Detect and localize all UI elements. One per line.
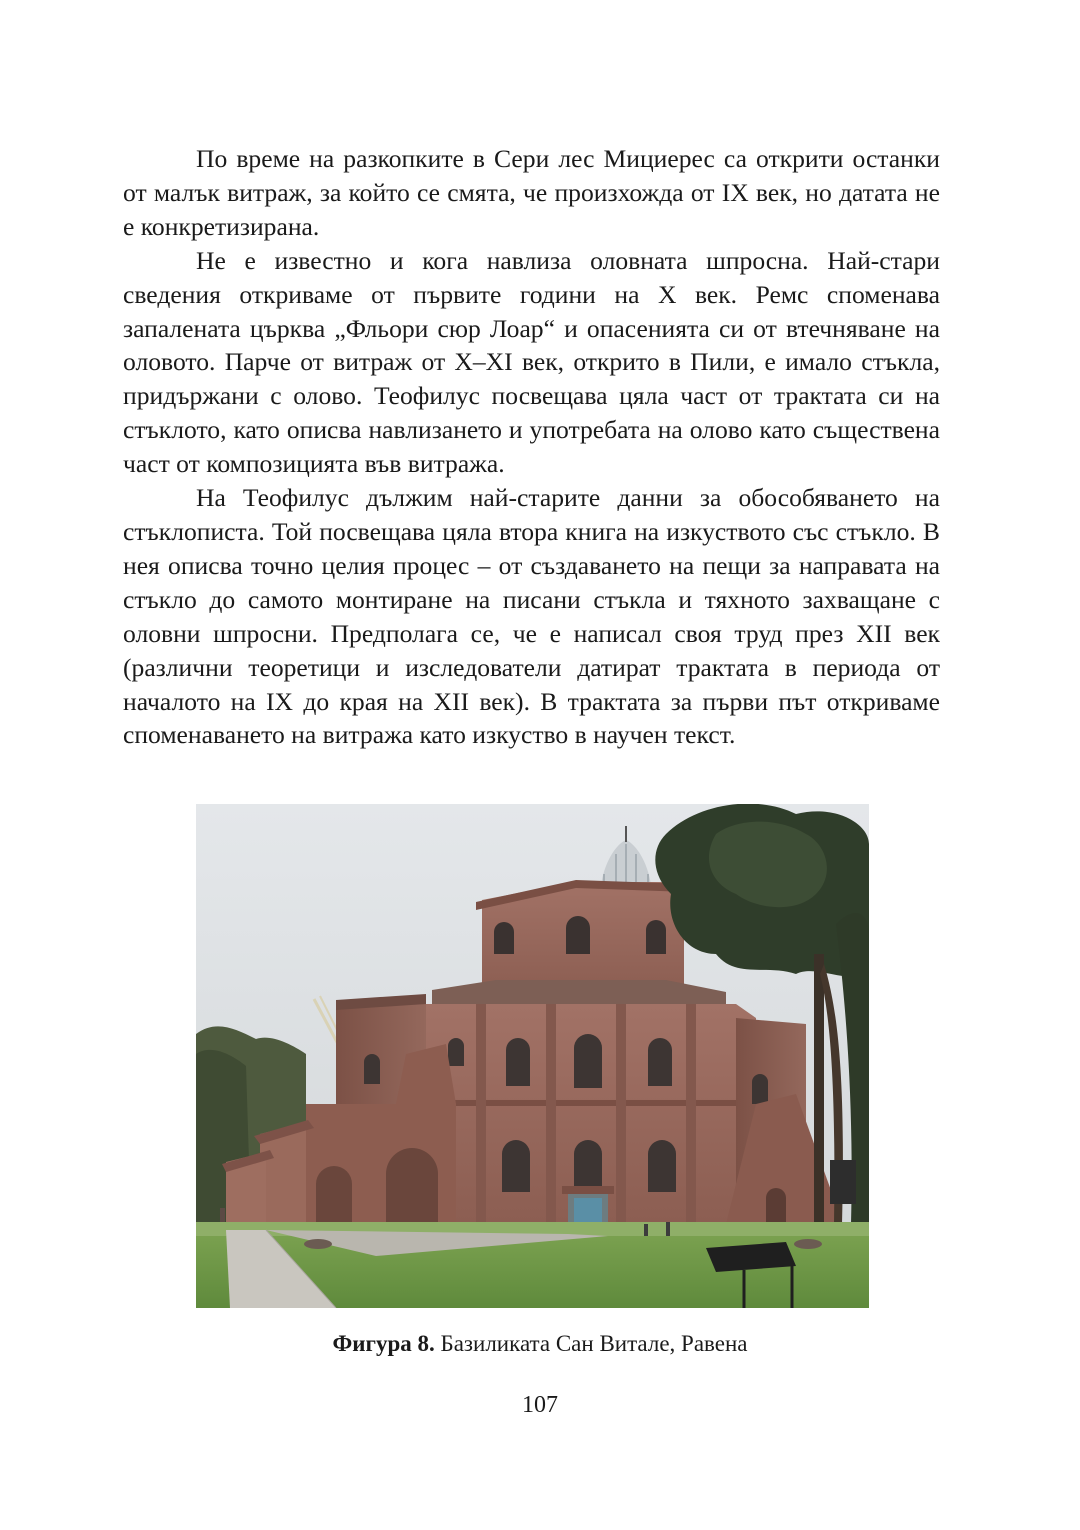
figure-photo-basilica: [196, 804, 869, 1308]
figure-label: Фигура 8.: [332, 1331, 435, 1356]
body-text: [123, 142, 940, 752]
figure-caption: [0, 1329, 1080, 1359]
paragraph: По време на разкопките в Сери лес Мициерес са открити останки от малък витраж, за който се смята, че произхожда от IX век, но датата не е конкретизирана.: [123, 144, 940, 241]
paragraph: Не е известно и кога навлиза оловната шпросна. Най-стари сведения откриваме от първите години на X век. Ремс споменава запалената църква „Фльори сюр Лоар“ и опасенията си от втечняване на оловото. Парче от витраж от X–XI век, открито в Пили, е имало стъкла, придържани с олово. Теофилус посвещава цяла част от трактата си на стъклото, като описва навлизането и употребата на олово като съществена част от композицията във витража.: [123, 245, 940, 479]
page-number: 107: [522, 1392, 558, 1418]
paragraph: На Теофилус дължим най-старите данни за обособяването на стъклописта. Той посвещава цяла втора книга на изкуството със стъкло. В нея описва точно целия процес – от създаването на пещи за направата на стъкло до самото монтиране на писани стъкла и тяхното захващане с оловни шпросни. Предполага се, че е написал своя труд през XII век (различни теоретици и изследователи датират трактата в периода от началото на IX до края на XII век). В трактата за първи път откриваме споменаването на витража като изкуство в научен текст.: [123, 483, 940, 750]
figure-caption-text: Базиликата Сан Витале, Равена: [440, 1331, 748, 1356]
